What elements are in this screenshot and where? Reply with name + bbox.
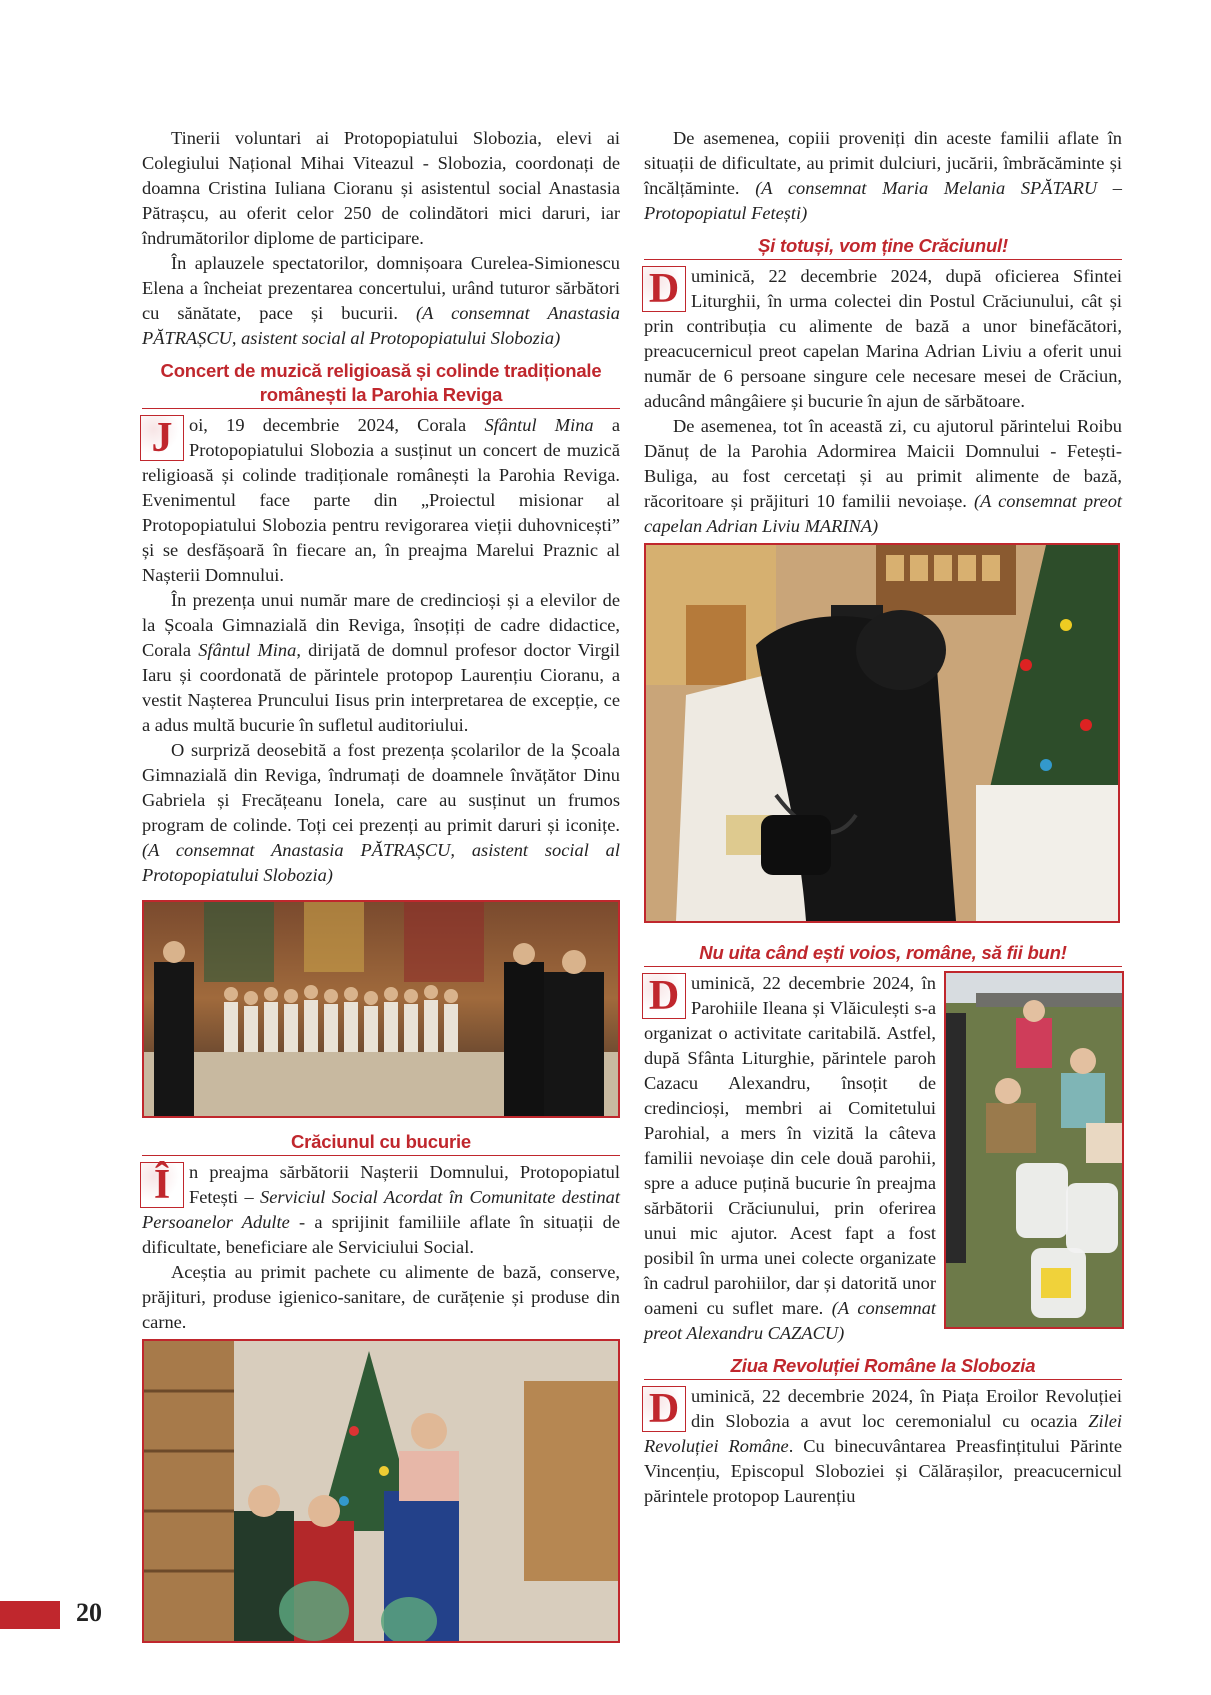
- left-column: [142, 126, 620, 1643]
- paragraph: De asemenea, tot în această zi, cu ajutorul părintelui Roibu Dănuț de la Parohia Adormirea Maicii Domnului - Fetești-Buliga, au fost cercetați și au primit alimente de bază, răcoritoare și prăjituri 10 familii nevoiașe. (A consemnat preot capelan Adrian Liviu MARINA): [644, 416, 1122, 536]
- paragraph: D uminică, 22 decembrie 2024, în Parohiile Ileana și Vlăiculești s-a organizat o activitate caritabilă. Astfel, după Sfânta Liturghie, părintele paroh Cazacu Alexandru, însoțit de credincioși, membri ai Comitetului Parohial, a mers în vizită la câteva familii nevoiașe din cele două parohii, spre a aduce puțină bucurie în preajma sărbătorii Crăciunului, prin oferirea unui mic ajutor. Acest fapt a fost posibil în urma unei colecte organizate în cadrul parohiilor, dar și datorită unor oameni cu suflet mare. (A consemnat preot Alexandru CAZACU): [644, 973, 936, 1343]
- paragraph: Aceștia au primit pachete cu alimente de bază, conserve, prăjituri, produse igienico-sanitare, de curățenie și produse din carne.: [142, 1262, 620, 1332]
- drop-cap: D: [642, 973, 686, 1019]
- paragraph: D uminică, 22 decembrie 2024, în Piața Eroilor Revoluției din Slobozia a avut loc ceremonialul cu ocazia Zilei Revoluției Române. Cu binecuvântarea Preasfințitului Părinte Vincențiu, Episcopul Sloboziei și Călărașilor, preacucernicul părintele protopop Laurențiu: [644, 1386, 1122, 1506]
- photo-children-packages: [142, 1339, 620, 1643]
- photo-church-image: [646, 545, 1118, 921]
- signature: (A consemnat Maria Melania SPĂTARU – Protopopiatul Fetești): [644, 178, 1122, 223]
- photo-choir-children: [142, 900, 620, 1118]
- signature: (A consemnat preot capelan Adrian Liviu MARINA): [644, 491, 1122, 536]
- paragraph: O surpriză deosebită a fost prezența școlarilor de la Școala Gimnazială din Reviga, îndrumați de doamnele învățător Dinu Gabriela și Frecățeanu Ionela, care au susținut un frumos program de colinde. Toți cei prezenți au primit daruri și iconițe. (A consemnat Anastasia PĂTRAȘCU, asistent social al Protopopiatului Slobozia): [142, 740, 620, 885]
- section-heading: Ziua Revoluției Române la Slobozia: [644, 1354, 1122, 1380]
- signature: (A consemnat Anastasia PĂTRAȘCU, asistent social al Protopopiatului Slobozia): [142, 840, 620, 885]
- drop-cap: Î: [140, 1162, 184, 1208]
- photo-children-field: [944, 971, 1124, 1329]
- drop-cap: D: [642, 1386, 686, 1432]
- drop-cap: J: [140, 415, 184, 461]
- page-number: 20: [76, 1598, 102, 1627]
- paragraph: D uminică, 22 decembrie 2024, după oficierea Sfintei Liturghii, în urma colectei din Postul Crăciunului, cât și prin contribuția cu alimente de bază a unor binefăcători, preacucernicul preot capelan Marina Adrian Liviu a oferit unui număr de 6 persoane singure cele necesare mesei de Crăciun, aducând mângâiere și bucurie în ajun de sărbătoare.: [644, 266, 1122, 411]
- section-heading: Și totuși, vom ține Crăciunul!: [644, 234, 1122, 260]
- paragraph: În prezența unui număr mare de credincioși și a elevilor de la Școala Gimnazială din Reviga, însoțiți de cadre didactice, Corala Sfântul Mina, dirijată de domnul profesor doctor Virgil Iaru și coordonată de părintele protopop Laurențiu Cioranu, a vestit Nașterea Pruncului Iisus prin interpretarea de excepție, ce a adus multă bucurie în sufletul auditoriului.: [142, 590, 620, 735]
- photo-priest-embrace: [644, 543, 1120, 923]
- paragraph: În aplauzele spectatorilor, domnișoara Curelea-Simionescu Elena a încheiat prezentarea concertului, urând tuturor sărbători cu sănătate, pace și bucurii. (A consemnat Anastasia PĂTRAȘCU, asistent social al Protopopiatului Slobozia): [142, 253, 620, 348]
- section-heading: Crăciunul cu bucurie: [142, 1130, 620, 1156]
- paragraph: Tinerii voluntari ai Protopopiatului Slobozia, elevi ai Colegiului Național Mihai Viteazul - Slobozia, coordonați de doamna Cristina Iuliana Cioranu și asistentul social Anastasia Pătrașcu, au oferit celor 250 de colindători mici daruri, iar îndrumătorilor diplome de participare.: [142, 128, 620, 248]
- paragraph: J oi, 19 decembrie 2024, Corala Sfântul Mina a Protopopiatului Slobozia a susținut un concert de muzică religioasă și colinde tradiționale românești la Parohia Reviga. Evenimentul face parte din „Proiectul misionar al Protopopiatului Slobozia pentru revigorarea vieții duhovnicești” și se desfășoară în fiecare an, în preajma Marelui Praznic al Nașterii Domnului.: [142, 415, 621, 585]
- photo-office-image: [144, 1341, 618, 1641]
- paragraph: De asemenea, copiii proveniți din aceste familii aflate în situații de dificultate, au primit dulciuri, jucării, îmbrăcăminte și încălțăminte. (A consemnat Maria Melania SPĂTARU – Protopopiatul Fetești): [644, 128, 1122, 223]
- drop-cap: D: [642, 266, 686, 312]
- right-column: [644, 126, 1122, 1509]
- paragraph: Î n preajma sărbătorii Nașterii Domnului, Protopopiatul Fetești – Serviciul Social Acordat în Comunitate destinat Persoanelor Adulte - a sprijinit familiile aflate în situații de dificultate, beneficiare ale Serviciului Social.: [142, 1162, 620, 1257]
- section-heading: Concert de muzică religioasă și colinde tradiționale românești la Parohia Reviga: [142, 359, 620, 409]
- photo-field-image: [946, 973, 1122, 1327]
- signature: (A consemnat Anastasia PĂTRAȘCU, asistent social al Protopopiatului Slobozia): [142, 303, 620, 348]
- section-heading: Nu uita când ești voios, române, să fii bun!: [644, 941, 1122, 967]
- photo-choir-image: [144, 902, 618, 1116]
- article-with-photo: [644, 971, 1122, 1346]
- signature: (A consemnat preot Alexandru CAZACU): [644, 1298, 936, 1343]
- page-number-bar: [0, 1601, 60, 1629]
- spacer: [644, 923, 1122, 933]
